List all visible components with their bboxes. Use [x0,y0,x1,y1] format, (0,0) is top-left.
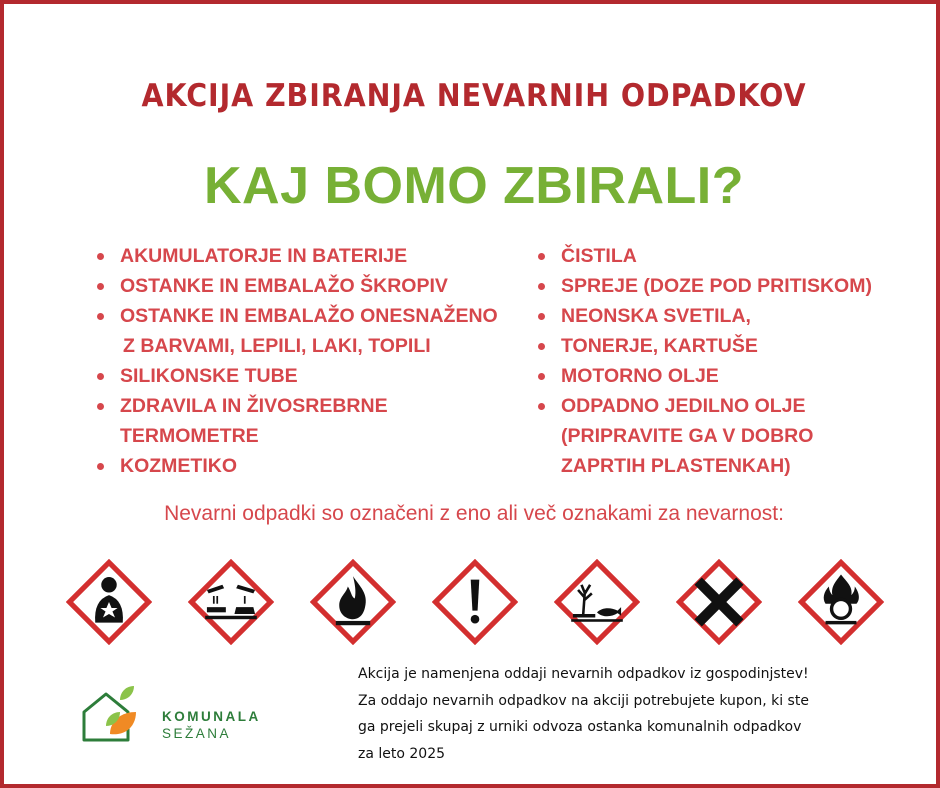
oxidizing-icon [798,559,884,645]
komunala-logo [80,682,280,746]
collected-items-right [537,241,897,481]
hazard-note: Nevarni odpadki so označeni z eno ali več oznakami za nevarnost: [164,502,784,525]
info-text [358,661,866,767]
info-line: Za oddajo nevarnih odpadkov na akciji potrebujete kupon, ki ste [358,692,809,709]
list-item: MOTORNO OLJE [537,361,897,391]
info-line: Akcija je namenjena oddaji nevarnih odpadkov iz gospodinjstev! [358,666,809,682]
logo-subtitle: SEŽANA [162,726,232,741]
list-item: TONERJE, KARTUŠE [537,331,897,361]
list-item: ODPADNO JEDILNO OLJE (PRIPRAVITE GA V DOBRO ZAPRTIH PLASTENKAH) [537,391,897,481]
main-title: AKCIJA ZBIRANJA NEVARNIH ODPADKOV [141,78,807,114]
info-line: ga prejeli skupaj z urniki odvoza ostanka komunalnih odpadkov [358,719,802,735]
house-leaf-icon [80,682,144,746]
list-item: OSTANKE IN EMBALAŽO ŠKROPIV [96,271,516,301]
subtitle: KAJ BOMO ZBIRALI? [203,157,745,215]
list-item: AKUMULATORJE IN BATERIJE [96,241,516,271]
health-hazard-icon [66,559,152,645]
list-item: ZDRAVILA IN ŽIVOSREBRNE TERMOMETRE [96,391,516,451]
list-item: KOZMETIKO [96,451,516,481]
corrosive-icon [188,559,274,645]
list-item: SPREJE (DOZE POD PRITISKOM) [537,271,897,301]
logo-name: KOMUNALA [162,709,261,724]
exclamation-icon [432,559,518,645]
flammable-icon [310,559,396,645]
environment-hazard-icon [554,559,640,645]
list-item: OSTANKE IN EMBALAŽO ONESNAŽENO Z BARVAMI, LEPILI, LAKI, TOPILI [96,301,516,361]
hazard-pictograms [4,559,940,649]
list-item: NEONSKA SVETILA, [537,301,897,331]
info-line: za leto 2025 [358,745,446,762]
list-item: ČISTILA [537,241,897,271]
collected-items-left [96,241,516,481]
harmful-cross-icon [676,559,762,645]
list-item: SILIKONSKE TUBE [96,361,516,391]
